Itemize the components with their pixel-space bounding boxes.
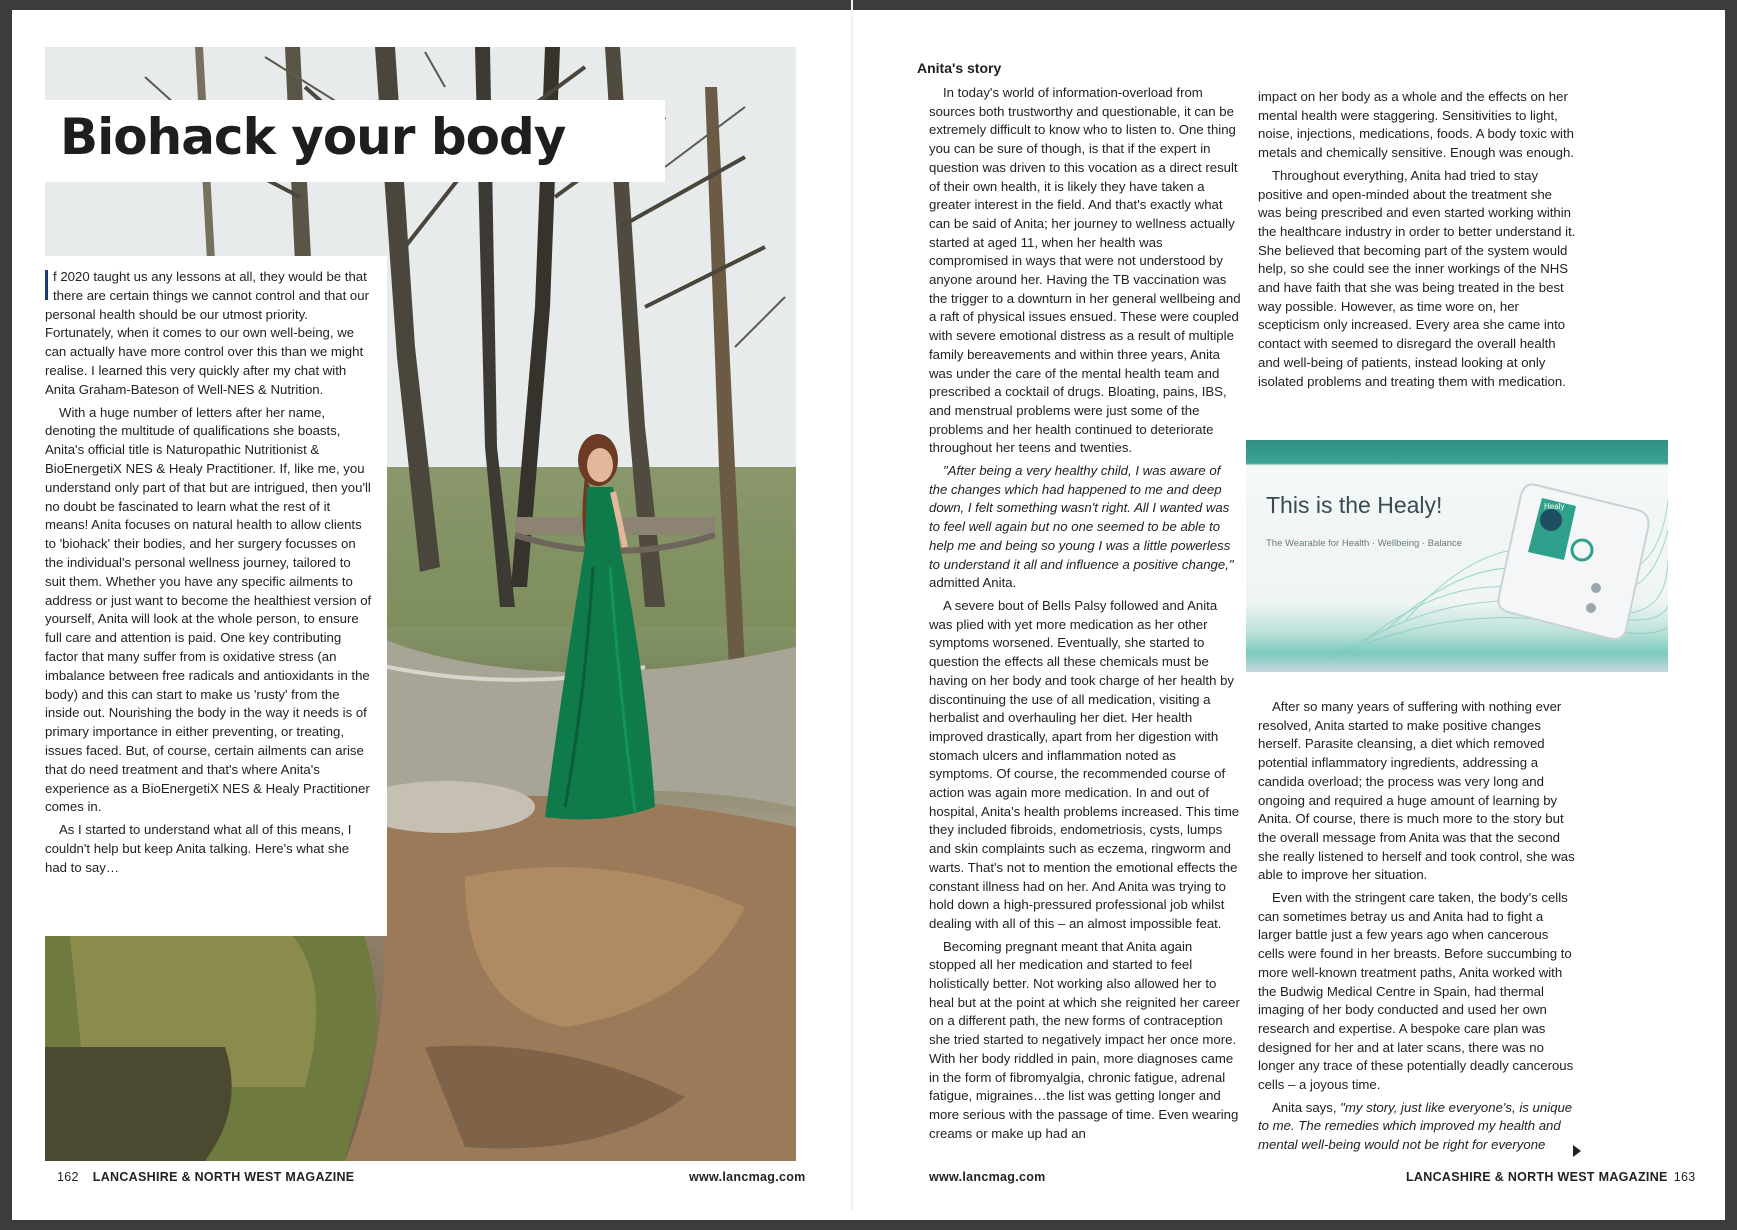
intro-text	[45, 268, 373, 882]
intro-paragraph: As I started to understand what all of this means, I couldn't help but keep Anita talking. Here's what she had to say…	[45, 822, 352, 875]
magazine-name: LANCASHIRE & NORTH WEST MAGAZINE	[1406, 1170, 1668, 1184]
dropcap-bar	[45, 270, 48, 300]
healy-device-illustration	[1498, 484, 1648, 639]
body-paragraph: Even with the stringent care taken, the body's cells can sometimes betray us and Anita had to fight a larger battle just a few years ago when cancerous cells were found in her breasts. Before succumbing to more well-known treatment paths, Anita worked with the Budwig Medical Centre in Spain, had thermal imaging of her body conducted and used her own research and expertise. A bespoke care plan was designed for her and at later scans, there was no longer any trace of these potentially deadly cancerous cells – a joyous time.	[1258, 890, 1574, 1093]
right-column-2-bottom	[1258, 698, 1576, 1159]
right-column-1	[929, 84, 1241, 1147]
body-paragraph: A severe bout of Bells Palsy followed and Anita was plied with yet more medication as her other symptoms worsened. Eventually, she started to question the effects all these chemicals must be having on her body and took charge of her health by discontinuing the use of all medication, visiting a herbalist and overhauling her diet. Her health improved drastically, apart from her digestion with stomach ulcers and inflammation noted as symptoms. Of course, the recommended course of action was again more medication. In and out of hospital, Anita's health problems increased. This time they included fibroids, endometriosis, cysts, lumps and skin complaints such as eczema, ringworm and warts. That's not to mention the emotional effects the constant illness had on her. And Anita was trying to hold down a high-pressured professional job whilst dealing with all of this – an almost impossible feat.	[929, 597, 1240, 931]
article-title: Biohack your body	[60, 108, 566, 166]
right-folio	[1406, 1170, 1695, 1184]
body-paragraph: After so many years of suffering with nothing ever resolved, Anita started to make positive changes herself. Parasite cleansing, a diet which removed potential inflammatory ingredients, addressing a candida overload; the process was very long and ongoing and required a huge amount of learning by Anita. Of course, there is much more to the story but the overall message from Anita was that the second she really listened to herself and took control, she was able to improve her situation.	[1258, 699, 1575, 883]
magazine-name: LANCASHIRE & NORTH WEST MAGAZINE	[92, 1170, 355, 1184]
body-paragraph: impact on her body as a whole and the effects on her mental health were staggering. Sensitivities to light, noise, injections, medications, foods. A body toxic with metals and chemically sensitive. Enough was enough.	[1258, 89, 1574, 161]
advert-subtitle: The Wearable for Health · Wellbeing · Balance	[1266, 538, 1463, 549]
left-folio	[57, 1170, 354, 1184]
body-paragraph: Becoming pregnant meant that Anita again stopped all her medication and started to feel holistically better. Not working also allowed her to heal but at the point at which she reignited her career on a different path, the new forms of contraception she tried started to negatively impact her once more. With her body riddled in pain, more diagnoses came in the form of fibromyalgia, chronic fatigue, adrenal fatigue, migraines…the list was getting longer and more serious with the passage of time. Even wearing creams or make up had an	[929, 938, 1240, 1141]
intro-paragraph: f 2020 taught us any lessons at all, they would be that there are certain things we cannot control and that our personal health should be our utmost priority. Fortunately, when it comes to our own well-being, we can actually have more control over this than we might realise. I learned this very quickly after my chat with Anita Graham-Bateson of Well-NES & Nutrition.	[45, 269, 369, 397]
device-label: Healy	[1544, 502, 1565, 511]
healy-advert	[1246, 440, 1668, 672]
section-heading: Anita's story	[917, 60, 1002, 76]
page-gutter	[851, 0, 853, 1210]
wave-lines-graphic	[1246, 440, 1668, 672]
intro-paragraph: With a huge number of letters after her name, denoting the multitude of qualifications she boasts, Anita's official title is Naturopathic Nutritionist & BioEnergetiX NES & Healy Practitioner. If, like me, you understand only part of that but are intrigued, then you'll no doubt be fascinated to learn what the rest of it means! Anita focuses on natural health to allow clients to 'biohack' their bodies, and her surgery focusses on the individual's personal wellness journey, tailored to suit them. Whether you have any specific ailments to address or just want to become the healthiest version of yourself, Anita will look at the whole person, to ensure full care and attention is paid. One key contributing factor that many suffer from is oxidative stress (an imbalance between free radicals and antioxidants in the body) and this can start to make us 'rusty' from the inside out. Nourishing the body in the way it needs is of primary importance in either preventing, or treating, issues faced. But, of course, certain ailments can arise that do need treatment and that's where Anita's experience as a BioEnergetiX NES & Healy Practitioner comes in.	[45, 404, 372, 815]
advert-title: This is the Healy!	[1266, 492, 1443, 518]
body-paragraph: Throughout everything, Anita had tried to stay positive and open-minded about the treatment she was being prescribed and even started working within the healthcare industry in order to better understand it. She believed that becoming part of the system would help, so she could see the inner workings of the NHS and have faith that she was being treated in the best way possible. However, as time wore on, her scepticism only increased. Every area she came into contact with seemed to disregard the overall health and well-being of patients, instead looking at only isolated problems and treating them with medication.	[1258, 167, 1576, 389]
body-paragraph: In today's world of information-overload from sources both trustworthy and questionable, it can be extremely difficult to know who to listen to. One thing you can be sure of though, is that if the expert in question was driven to this vocation as a direct result of their own health, it is likely they have taken a greater interest in the field. And that's exactly what can be said of Anita; her journey to wellness actually started at aged 11, when her health was compromised in ways that were not understood by anyone around her. Having the TB vaccination was the trigger to a downturn in her general wellbeing and a raft of physical issues ensued. These were coupled with severe emotional distress as a result of multiple family bereavements and within three years, Anita was under the care of the mental health team and prescribed a cocktail of drugs. Bloating, pains, IBS, and menstrual problems were just some of the problems and her health continued to deteriorate throughout her teens and twenties.	[929, 85, 1241, 456]
right-url[interactable]: www.lancmag.com	[929, 1170, 1046, 1184]
triangle-right-icon	[1573, 1145, 1581, 1157]
quote-paragraph: "After being a very healthy child, I was aware of the changes which had happened to me and deep down, I felt something wasn't right. All I wanted was to feel well again but no one seemed to be able to help me and being so young I was a little powerless to understand it all and influence a positive change," admitted Anita.	[929, 463, 1234, 591]
page-number: 162	[57, 1170, 79, 1184]
left-url[interactable]: www.lancmag.com	[689, 1170, 806, 1184]
right-column-2-top	[1258, 88, 1576, 395]
closing-paragraph: Anita says, "my story, just like everyone's, is unique to me. The remedies which improved my health and mental well-being would not be right for everyone	[1258, 1099, 1573, 1153]
page-number: 163	[1673, 1170, 1696, 1184]
